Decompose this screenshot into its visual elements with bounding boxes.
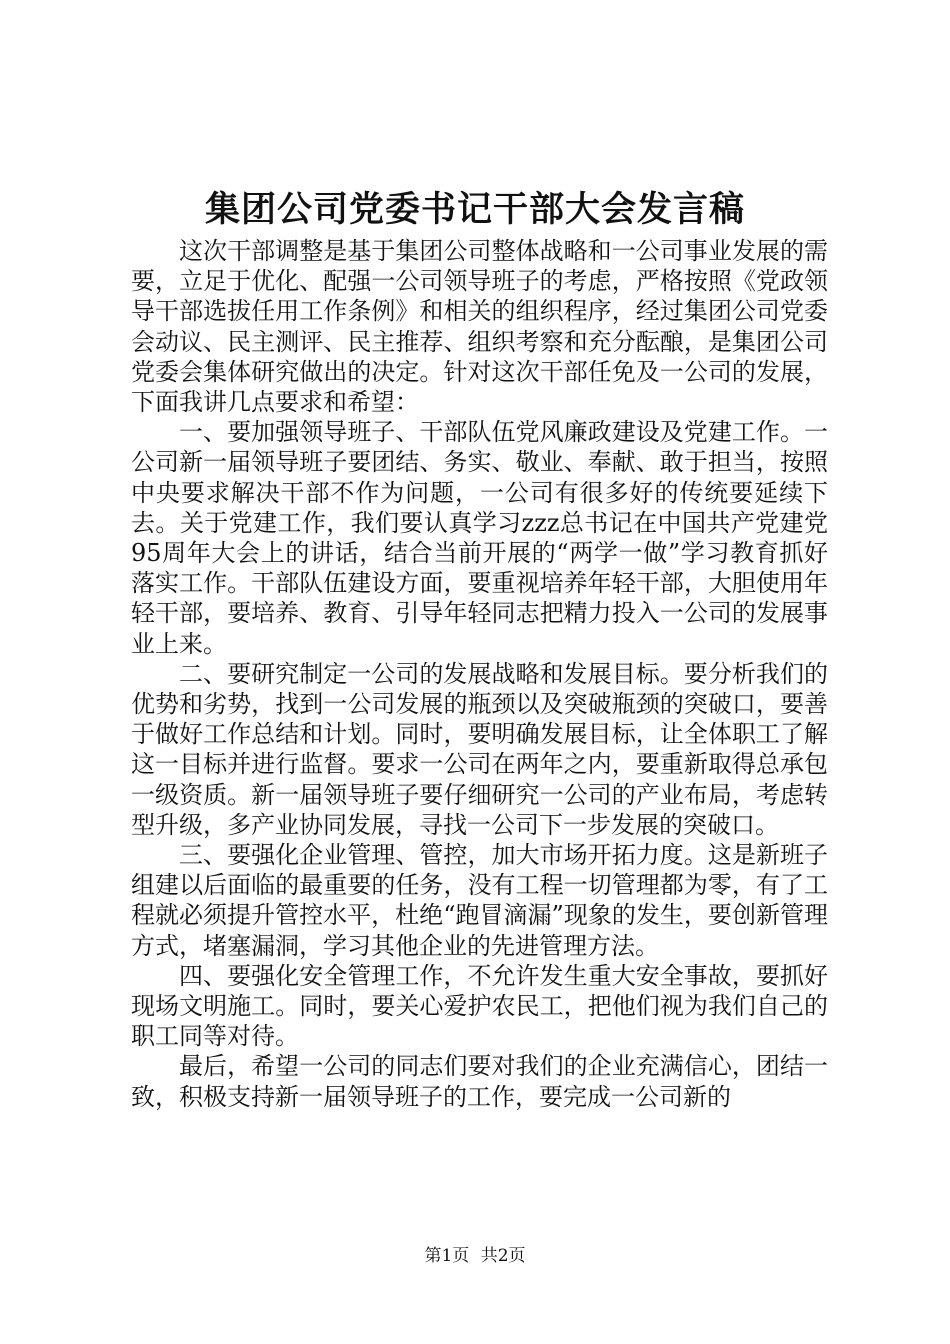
- paragraph-point-4: 四、要强化安全管理工作，不允许发生重大安全事故，要抓好现场文明施工。同时，要关心爱护农民工，把他们视为我们自己的职工同等对待。: [131, 961, 828, 1051]
- page-number: 第1页: [424, 1246, 470, 1266]
- document-title: 集团公司党委书记干部大会发言稿: [204, 189, 745, 230]
- page-total: 共2页: [480, 1246, 526, 1266]
- page-footer: [0, 1244, 950, 1268]
- document-body: [131, 236, 828, 1112]
- paragraph-closing: 最后，希望一公司的同志们要对我们的企业充满信心，团结一致，积极支持新一届领导班子的工作，要完成一公司新的: [131, 1052, 828, 1111]
- paragraph-intro: 这次干部调整是基于集团公司整体战略和一公司事业发展的需要，立足于优化、配强一公司领导班子的考虑，严格按照《党政领导干部选拔任用工作条例》和相关的组织程序，经过集团公司党委会动议、民主测评、民主推荐、组织考察和充分酝酿，是集团公司党委会集体研究做出的决定。针对这次干部任免及一公司的发展，下面我讲几点要求和希望：: [131, 237, 828, 417]
- paragraph-point-3: 三、要强化企业管理、管控，加大市场开拓力度。这是新班子组建以后面临的最重要的任务，没有工程一切管理都为零，有了工程就必须提升管控水平，杜绝“跑冒滴漏”现象的发生，要创新管理方式，堵塞漏洞，学习其他企业的先进管理方法。: [131, 841, 828, 960]
- paragraph-point-1: 一、要加强领导班子、干部队伍党风廉政建设及党建工作。一公司新一届领导班子要团结、务实、敬业、奉献、敢于担当，按照中央要求解决干部不作为问题，一公司有很多好的传统要延续下去。关于党建工作，我们要认真学习zzz总书记在中国共产党建党95周年大会上的讲话，结合当前开展的“两学一做”学习教育抓好落实工作。干部队伍建设方面，要重视培养年轻干部，大胆使用年轻干部，要培养、教育、引导年轻同志把精力投入一公司的发展事业上来。: [131, 418, 828, 658]
- paragraph-point-2: 二、要研究制定一公司的发展战略和发展目标。要分析我们的优势和劣势，找到一公司发展的瓶颈以及突破瓶颈的突破口，要善于做好工作总结和计划。同时，要明确发展目标，让全体职工了解这一目标并进行监督。要求一公司在两年之内，要重新取得总承包一级资质。新一届领导班子要仔细研究一公司的产业布局，考虑转型升级，多产业协同发展，寻找一公司下一步发展的突破口。: [131, 659, 828, 839]
